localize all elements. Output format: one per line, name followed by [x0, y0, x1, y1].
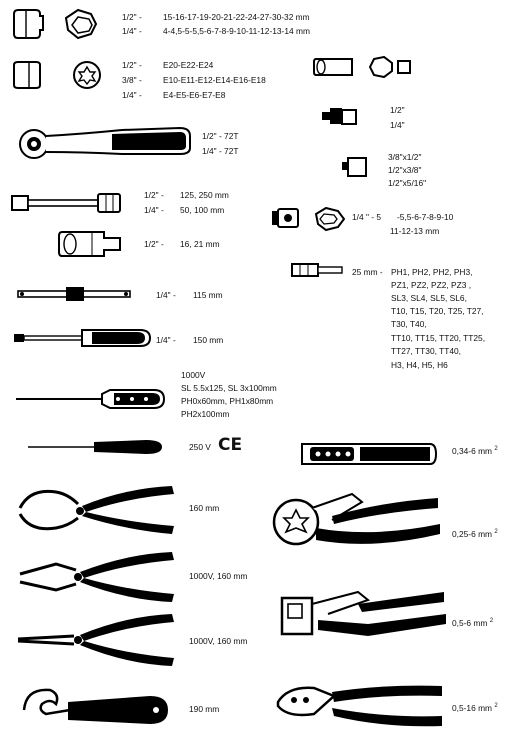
spinner-size: 1/4" - — [156, 335, 176, 345]
cutting-pliers-icon — [16, 484, 176, 540]
bits-row-0: PH1, PH2, PH2, PH3, — [391, 267, 473, 277]
adapter-size-b: 1/2"x3/8" — [388, 165, 422, 175]
bits-row-6: TT27, TT30, TT40, — [391, 346, 461, 356]
ratchet-crimper-icon — [272, 488, 442, 552]
screwdriver-line-2: PH0x60mm, PH1x80mm — [181, 396, 274, 406]
deep-socket-icon — [58, 230, 128, 258]
extension-size-half: 1/2" - — [144, 190, 164, 200]
ratchet-quarter: 1/4" - 72T — [202, 146, 239, 156]
bits-row-5: TT10, TT15, TT20, TT25, — [391, 333, 486, 343]
hex-socket-size: 1/4 " - 5 — [352, 212, 382, 222]
bits-row-2: SL3, SL4, SL5, SL6, — [391, 293, 467, 303]
screwdriver-line-1: SL 5.5x125, SL 3x100mm — [181, 383, 277, 393]
socket-icon — [12, 8, 102, 40]
crimping-tool-icon — [300, 440, 440, 468]
hex-socket-list-2: 11-12-13 mm — [390, 226, 440, 236]
socket-list-half: 15-16-17-19-20-21-22-24-27-30-32 mm — [163, 12, 310, 22]
torx-list-quarter: E4-E5-E6-E7-E8 — [163, 90, 226, 100]
socket-list-quarter: 4-4,5-5-5,5-6-7-8-9-10-11-12-13-14 mm — [163, 26, 310, 36]
crimping-pliers-icon — [274, 682, 444, 728]
hex-socket-icon — [270, 206, 350, 232]
cable-knife-size: 190 mm — [189, 704, 220, 714]
socket-size-half: 1/2" - — [122, 12, 142, 22]
spinner-handle-icon — [12, 326, 152, 350]
combination-pliers-icon — [16, 548, 176, 606]
t-bar-icon — [16, 284, 136, 304]
extension-len-quarter: 50, 100 mm — [180, 205, 225, 215]
hex-socket-list-1: -5,5-6-7-8-9-10 — [397, 212, 454, 222]
torx-list-half: E20-E22-E24 — [163, 60, 214, 70]
screwdriver-line-3: PH2x100mm — [181, 409, 230, 419]
t-bar-length: 115 mm — [193, 290, 223, 300]
joint-size-quarter: 1/4" — [390, 120, 405, 130]
tester-voltage: 250 V — [189, 442, 211, 452]
universal-joint-icon — [320, 104, 360, 130]
socket-size-quarter: 1/4" - — [122, 26, 142, 36]
long-nose-pliers-size: 1000V, 160 mm — [189, 636, 248, 646]
extension-size-quarter: 1/4" - — [144, 205, 164, 215]
crimp-range-3: 0,5-6 mm $^2$ — [452, 618, 494, 628]
ce-mark: CE — [218, 435, 243, 455]
screwdriver-icon — [14, 386, 164, 412]
bits-row-7: H3, H4, H5, H6 — [391, 360, 448, 370]
bits-row-4: T30, T40, — [391, 319, 427, 329]
torx-size-quarter: 1/4" - — [122, 90, 142, 100]
crimp-range-1: 0,34-6 mm $^2$ — [452, 446, 498, 456]
extension-bar-icon — [10, 188, 125, 218]
long-nose-pliers-icon — [16, 610, 176, 668]
screwdriver-bit-icon — [290, 262, 346, 278]
crimp-range-2: 0,25-6 mm $^2$ — [452, 529, 498, 539]
torx-size-half: 1/2" - — [122, 60, 142, 70]
adapter-icon — [340, 156, 370, 178]
adapter-size-a: 3/8"x1/2" — [388, 152, 422, 162]
spinner-length: 150 mm — [193, 335, 224, 345]
deep-socket-size: 1/2" - — [144, 239, 164, 249]
screwdriver-voltage: 1000V — [181, 370, 206, 380]
extension-len-half: 125, 250 mm — [180, 190, 229, 200]
adapter-size-c: 1/2"x5/16" — [388, 178, 427, 188]
bits-row-3: T10, T15, T20, T25, T27, — [391, 306, 484, 316]
bits-length: 25 mm - — [352, 267, 383, 277]
ratchet-icon — [12, 124, 192, 166]
torx-list-38: E10-E11-E12-E14-E16-E18 — [163, 75, 266, 85]
crimp-range-4: 0,5-16 mm $^2$ — [452, 703, 498, 713]
torx-socket-icon — [12, 60, 102, 90]
cutting-pliers-size: 160 mm — [189, 503, 220, 513]
deep-socket-len: 16, 21 mm — [180, 239, 220, 249]
impact-socket-icon — [314, 56, 414, 78]
bits-row-1: PZ1, PZ2, PZ2, PZ3 , — [391, 280, 472, 290]
cable-knife-icon — [20, 680, 170, 730]
ratchet-half: 1/2" - 72T — [202, 131, 239, 141]
torx-size-38: 3/8" - — [122, 75, 142, 85]
joint-size-half: 1/2" — [390, 105, 405, 115]
voltage-tester-icon — [26, 436, 166, 458]
combination-pliers-size: 1000V, 160 mm — [189, 571, 248, 581]
t-bar-size: 1/4" - — [156, 290, 176, 300]
wire-stripper-icon — [278, 584, 448, 646]
